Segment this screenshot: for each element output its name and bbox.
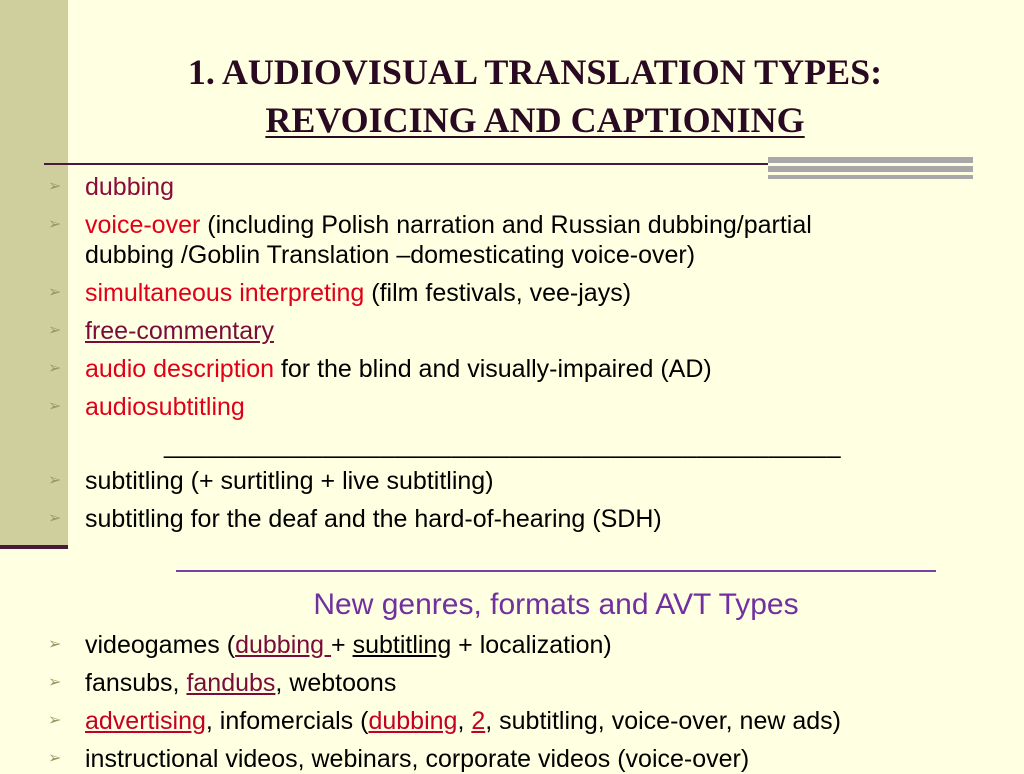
simultaneous-detail: (film festivals, vee-jays) — [364, 279, 632, 307]
videogames-dubbing-link[interactable]: dubbing — [235, 631, 332, 659]
title-line-2: REVOICING AND CAPTIONING — [265, 100, 805, 140]
new-genres-heading: New genres, formats and AVT Types — [313, 588, 799, 621]
voice-over-detail-2: dubbing /Goblin Translation –domesticating voice-over) — [85, 241, 696, 269]
fandubs-link[interactable]: fandubs — [186, 669, 276, 697]
list-item-audio-description — [85, 354, 712, 384]
bullet-arrow-icon: ➢ — [48, 472, 62, 489]
bullet-arrow-icon: ➢ — [48, 360, 62, 377]
list-item-instructional: instructional videos, webinars, corporate videos (voice-over) — [85, 745, 750, 773]
list-item-voice-over — [85, 210, 812, 240]
advertising-suffix: , subtitling, voice-over, new ads) — [485, 707, 841, 735]
videogames-plus: + — [331, 631, 353, 659]
advertising-2-link[interactable]: 2 — [471, 707, 486, 735]
list-item-sdh: subtitling for the deaf and the hard-of-hearing (SDH) — [85, 505, 662, 533]
dubbing-link[interactable]: dubbing — [85, 173, 174, 201]
term-voice-over: voice-over — [85, 211, 201, 239]
slide-title — [80, 48, 990, 144]
videogames-prefix: videogames ( — [85, 631, 236, 659]
bullet-arrow-icon: ➢ — [48, 398, 62, 415]
bullet-arrow-icon: ➢ — [48, 216, 62, 233]
term-audio-description: audio description — [85, 355, 275, 383]
advertising-dubbing-link[interactable]: dubbing — [368, 707, 458, 735]
separator-line: _______________________________________________ — [164, 431, 841, 459]
list-item-videogames — [85, 630, 612, 660]
videogames-suffix: + localization) — [451, 631, 612, 659]
list-item-voice-over-cont — [85, 240, 695, 270]
list-item-advertising — [85, 706, 841, 736]
advertising-mid-2: , — [457, 707, 472, 735]
audio-description-detail: for the blind and visually-impaired (AD) — [274, 355, 712, 383]
advertising-link[interactable]: advertising — [85, 707, 206, 735]
bullet-arrow-icon: ➢ — [48, 712, 62, 729]
title-underline-rule — [44, 163, 768, 165]
bullet-arrow-icon: ➢ — [48, 750, 62, 767]
list-item-subtitling: subtitling (+ surtitling + live subtitling) — [85, 467, 494, 495]
bullet-arrow-icon: ➢ — [48, 674, 62, 691]
title-line-1: 1. AUDIOVISUAL TRANSLATION TYPES: — [187, 52, 883, 92]
list-item-free-commentary — [85, 316, 274, 346]
bullet-arrow-icon: ➢ — [48, 284, 62, 301]
bullet-arrow-icon: ➢ — [48, 178, 62, 195]
bullet-arrow-icon: ➢ — [48, 510, 62, 527]
list-item-dubbing — [85, 172, 174, 202]
list-item-audiosubtitling — [85, 392, 245, 422]
free-commentary-link[interactable]: free-commentary — [85, 317, 274, 345]
fansubs-prefix: fansubs, — [85, 669, 187, 697]
bullet-arrow-icon: ➢ — [48, 636, 62, 653]
list-item-simultaneous-interpreting — [85, 278, 631, 308]
voice-over-detail-1: (including Polish narration and Russian dubbing/partial — [200, 211, 812, 239]
videogames-subtitling: subtitling — [352, 631, 452, 659]
term-audiosubtitling: audiosubtitling — [85, 393, 245, 421]
term-simultaneous-interpreting: simultaneous interpreting — [85, 279, 365, 307]
genres-separator — [176, 570, 936, 572]
advertising-mid-1: , infomercials ( — [205, 707, 369, 735]
fansubs-suffix: , webtoons — [275, 669, 397, 697]
list-item-fansubs — [85, 668, 396, 698]
left-decorative-rule — [0, 545, 68, 549]
left-decorative-band — [0, 0, 68, 545]
title-grey-bars — [768, 157, 973, 179]
bullet-arrow-icon: ➢ — [48, 322, 62, 339]
